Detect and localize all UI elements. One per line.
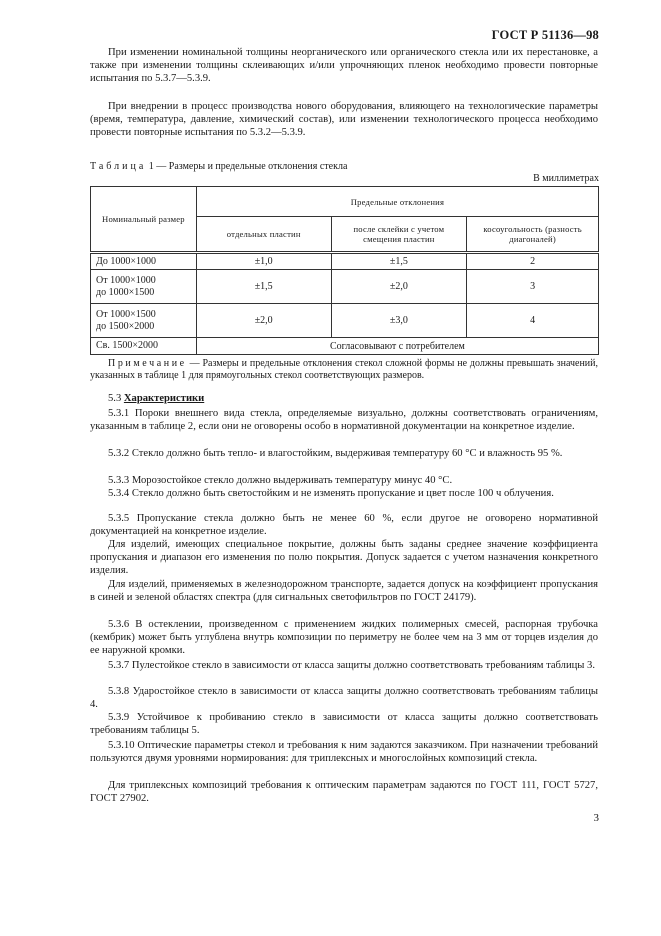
- note-label: Примечание: [108, 358, 187, 369]
- intro-paragraph-2: При внедрении в процесс производства нового оборудования, влияющего на технологические параметры (время, температура, давление, химический состав), или изменении технологического процесса необходимо провести повторные испытания по 5.3.2—5.3.9.: [90, 101, 598, 139]
- table-units: В миллиметрах: [533, 173, 599, 184]
- cell-laminated: ±1,5: [331, 253, 467, 270]
- clause-5-3-6: 5.3.6 В остеклении, произведенном с применением жидких полимерных смесей, распорная трубочка (кембрик) может быть углублена внутрь композиции по периметру не более чем на 3 мм от торцев изделия до ее наружной кромки.: [90, 619, 598, 657]
- cell-size: Св. 1500×2000: [91, 338, 197, 355]
- note-text: — Размеры и предельные отклонения стекол сложной формы не должны превышать значений, указанных в таблице 1 для прямоугольных стекол соответствующих размеров.: [90, 358, 598, 382]
- cell-skew: 4: [467, 304, 599, 338]
- clause-5-3-9: 5.3.9 Устойчивое к пробиванию стекло в зависимости от класса защиты должно соответствовать требованиям таблицы 5.: [90, 712, 598, 737]
- cell-size: До 1000×1000: [91, 253, 197, 270]
- tolerances-table: [90, 186, 599, 355]
- clause-5-3-5-coating: Для изделий, имеющих специальное покрытие, должны быть заданы среднее значение коэффициента пропускания и диапазон его изменения по полю покрытия. Допуск задается с учетом назначения конкретного изделия.: [90, 539, 598, 577]
- clause-5-3-2: 5.3.2 Стекло должно быть тепло- и влагостойким, выдерживая температуру 60 °С и влажность 95 %.: [108, 448, 563, 459]
- cell-individual: ±1,0: [196, 253, 331, 270]
- clause-5-3-7: 5.3.7 Пулестойкое стекло в зависимости от класса защиты должно соответствовать требованиям таблицы 3.: [108, 660, 595, 671]
- cell-skew: 3: [467, 270, 599, 304]
- clause-5-3-4: 5.3.4 Стекло должно быть светостойким и не изменять пропускание и цвет после 100 ч облучения.: [108, 488, 554, 499]
- table-caption: [90, 161, 347, 172]
- clause-5-3-5-railway: Для изделий, применяемых в железнодорожном транспорте, задается допуск на коэффициент пропускания в синей и зеленой областях спектра (для сигнальных светофильтров по ГОСТ 24179).: [90, 579, 598, 604]
- clause-5-3-10: 5.3.10 Оптические параметры стекол и требования к ним задаются заказчиком. При назначении требований пользуются двумя уровнями нормирования: для триплексных и многослойных композиций стекла.: [90, 740, 598, 765]
- cell-size: От 1000×1500 до 1500×2000: [91, 304, 197, 338]
- header-after-lamination: после склейки с учетом смещения пластин: [331, 217, 467, 253]
- table-caption-prefix: Таблица: [90, 161, 147, 172]
- header-limit-deviations: Предельные отклонения: [196, 187, 598, 217]
- table-row: [91, 270, 599, 304]
- cell-skew: 2: [467, 253, 599, 270]
- table-note: [90, 358, 598, 383]
- header-individual-panes: отдельных пластин: [196, 217, 331, 253]
- cell-laminated: ±2,0: [331, 270, 467, 304]
- clause-5-3-3: 5.3.3 Морозостойкое стекло должно выдерживать температуру минус 40 °С.: [108, 475, 453, 486]
- table-caption-text: 1 — Размеры и предельные отклонения стекла: [146, 161, 348, 172]
- section-heading: [108, 393, 204, 404]
- section-title: Характеристики: [123, 393, 205, 404]
- cell-individual: ±2,0: [196, 304, 331, 338]
- clause-5-3-10-triplex: Для триплексных композиций требования к оптическим параметрам задаются по ГОСТ 111, ГОСТ 5727, ГОСТ 27902.: [90, 780, 598, 805]
- intro-paragraph-1: При изменении номинальной толщины неорганического или органического стекла или их перестановке, а также при изменении толщины склеивающих и/или упрочняющих пленок необходимо провести повторные испытания по 5.3.7—5.3.9.: [90, 47, 598, 85]
- section-number: 5.3: [108, 393, 124, 404]
- header-skew: косоугольность (разность диагоналей): [467, 217, 599, 253]
- cell-size: От 1000×1000 до 1000×1500: [91, 270, 197, 304]
- header-nominal-size: Номинальный размер: [91, 187, 197, 253]
- clause-5-3-5: 5.3.5 Пропускание стекла должно быть не менее 60 %, если другое не оговорено нормативной документацией на конкретное изделие.: [90, 513, 598, 538]
- page-header: ГОСТ Р 51136—98: [491, 28, 599, 42]
- cell-laminated: ±3,0: [331, 304, 467, 338]
- clause-5-3-8: 5.3.8 Ударостойкое стекло в зависимости от класса защиты должно соответствовать требованиям таблицы 4.: [90, 686, 598, 711]
- table-row: [91, 304, 599, 338]
- clause-5-3-1: 5.3.1 Пороки внешнего вида стекла, определяемые визуально, должны соответствовать ограничениям, указанным в таблице 2, если они не оговорены особо в нормативной документации на конкретное изделие.: [90, 408, 598, 433]
- table-row: [91, 338, 599, 355]
- table-row: [91, 253, 599, 270]
- page-number: 3: [593, 812, 599, 824]
- cell-individual: ±1,5: [196, 270, 331, 304]
- cell-agreed-with-customer: Согласовывают с потребителем: [196, 338, 598, 355]
